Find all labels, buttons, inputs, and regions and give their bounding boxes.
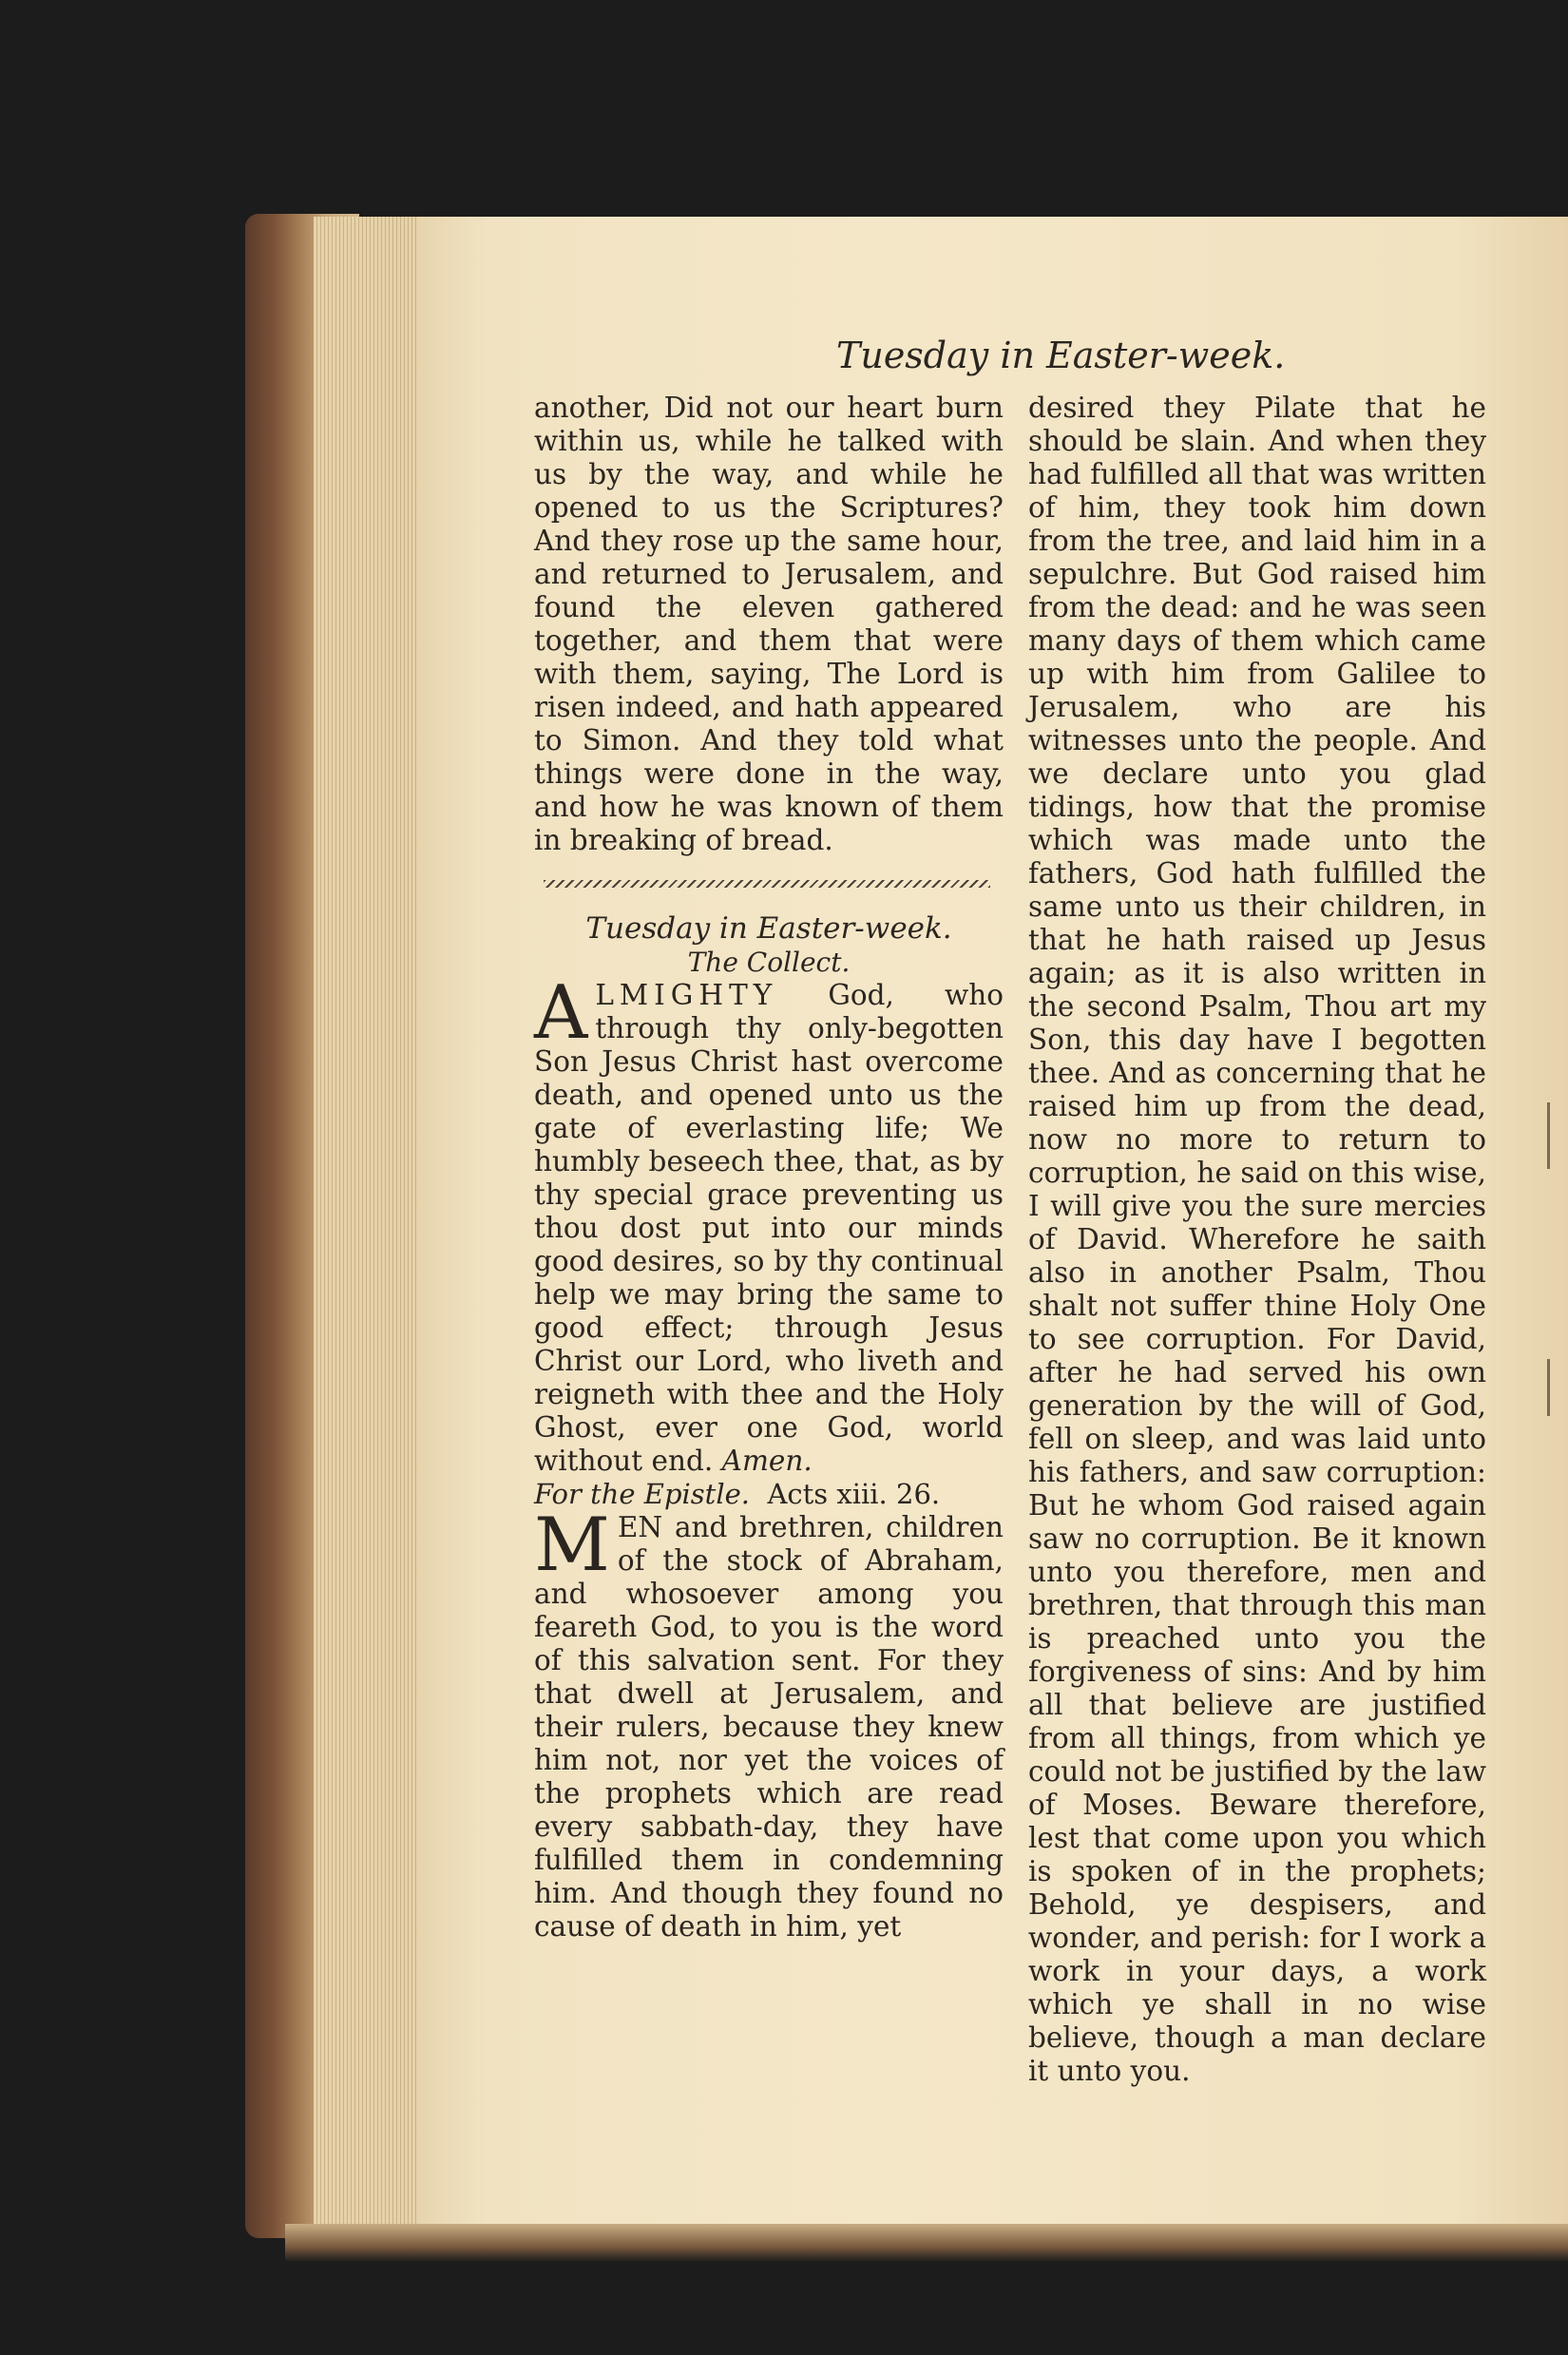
epistle-label: For the Epistle. (534, 1478, 750, 1510)
collect-title: The Collect. (687, 947, 851, 978)
opening-paragraph: another, Did not our heart burn within us, while he talked with us by the way, and while he opened to us the Scriptures? And they rose up the same hour, and returned to Jerusalem, and found the eleven gathered together, and them that were with them, saying, The Lord is risen indeed, and hath appeared to Simon. And they told what things were done in the way, and how he was known of them in breaking of bread. (534, 392, 1004, 856)
collect-text: God, who through thy only-begotten Son Jesus Christ hast overcome death, and opened unto us the gate of everlasting life; We humbly beseech thee, that, as by thy special grace preventing us thou dost put into our minds good desires, so by thy continual help we may bring the same to good effect; through Jesus Christ our Lord, who liveth and reigneth with thee and the Holy Ghost, ever one God, world without end. (534, 979, 1004, 1477)
epistle-reference: Acts xiii. 26. (767, 1478, 941, 1510)
right-column-text: desired they Pilate that he should be slain. And when they had fulfilled all that was written of him, they took him down from the tree, and laid him in a sepulchre. But God raised him from the dead: and he was seen many days of them which came up with him from Galilee to Jerusalem, who are his witnesses unto the people. And we declare unto you glad tidings, how that the promise which was made unto the fathers, God hath fulfilled the same unto us their children, in that he hath raised up Jesus again; as it is also written in the second Psalm, Thou art my Son, this day have I begotten thee. And as concerning that he raised him up from the dead, now no more to return to corruption, he said on this wise, I will give you the sure mercies of David. Wherefore he saith also in another Psalm, Thou shalt not suffer thine Holy One to see corruption. For David, after he had served his own generation by the will of God, fell on sleep, and was laid unto his fathers, and saw corruption: But he whom God raised again saw no corruption. Be it known unto you therefore, men and brethren, that through this man is preached unto you the forgiveness of sins: And by him all that believe are justified from all things, from which ye could not be justified by the law of Moses. Beware therefore, lest that come upon you which is spoken of in the prophets; Behold, ye despisers, and wonder, and perish: for I work a work in your days, a work which ye shall in no wise believe, though a man declare it unto you. (1028, 392, 1486, 2087)
page-stack-edge (314, 217, 428, 2231)
right-column (1028, 392, 1486, 2088)
epistle-dropcap: M (534, 1503, 610, 1588)
margin-mark (1547, 1102, 1550, 1169)
collect-dropcap: A (534, 970, 588, 1056)
section-title: Tuesday in Easter-week. (585, 911, 952, 946)
collect-amen: Amen. (721, 1445, 813, 1477)
left-column (534, 392, 1004, 1943)
running-head: Tuesday in Easter-week. (836, 335, 1286, 376)
book-bottom-edge (285, 2224, 1568, 2262)
ornamental-rule (544, 880, 990, 888)
epistle-text: EN and brethren, children of the stock of Abraham, and whosoever among you feareth God, to you is the word of this salvation sent. For they that dwell at Jerusalem, and their rulers, because they knew him not, nor yet the voices of the prophets which are read every sabbath-day, they have fulfilled them in condemning him. And though they found no cause of death in him, yet (534, 1511, 1004, 1943)
collect-lead-word: LMIGHTY (595, 979, 778, 1011)
margin-mark (1547, 1359, 1550, 1416)
collect-paragraph (534, 970, 1004, 1478)
epistle-heading (534, 1478, 1004, 1511)
epistle-paragraph (534, 1503, 1004, 1943)
